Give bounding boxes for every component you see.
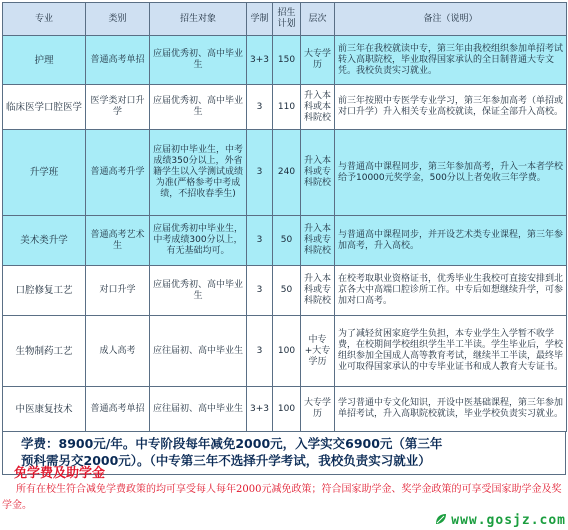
- cell-duration: 3: [247, 316, 273, 387]
- cell-major: 中医康复技术: [3, 387, 86, 432]
- cell-duration: 3: [247, 130, 273, 216]
- table-row: [3, 85, 567, 130]
- tuition-line-1: 学费：8900元/年。中专阶段每年减免2000元，入学实交6900元（第三年: [21, 436, 443, 451]
- cell-plan: 150: [273, 36, 301, 85]
- cell-target: 应届初中毕业生，中考成绩350分以上，外省籍学生以入学测试成绩为准(严格参考中考成绩，不招收春季生): [150, 130, 247, 216]
- cell-level: 升入本科或专科院校: [301, 130, 335, 216]
- cell-target: 应往届初、高中毕业生: [150, 316, 247, 387]
- cell-remark: 与普通高中课程同步，并开设艺术类专业课程，第三年参加高考，升入高校。: [335, 216, 567, 266]
- table-row: [3, 266, 567, 316]
- cell-duration: 3: [247, 216, 273, 266]
- cell-target: 应届优秀初中毕业生，中考成绩300分以上，有无基础均可。: [150, 216, 247, 266]
- cell-major: 生物制药工艺: [3, 316, 86, 387]
- header-target: 招生对象: [150, 3, 247, 36]
- cell-plan: 100: [273, 316, 301, 387]
- table-header-row: [3, 3, 567, 36]
- cell-level: 升入本科或专科院校: [301, 216, 335, 266]
- table-row: [3, 130, 567, 216]
- cell-remark: 前三年在我校就读中专，第三年由我校组织参加单招考试转入高职院校，毕业取得国家承认的全日制普通大专文凭。我校负责实习就业。: [335, 36, 567, 85]
- tuition-line-2: 预科需另交2000元）。（中专第三年不选择升学考试，我校负责实习就业）: [21, 453, 431, 468]
- cell-major: 口腔修复工艺: [3, 266, 86, 316]
- cell-level: 大专学历: [301, 387, 335, 432]
- table-row: [3, 216, 567, 266]
- header-duration: 学制: [247, 3, 273, 36]
- header-category: 类别: [86, 3, 150, 36]
- cell-major: 护理: [3, 36, 86, 85]
- cell-category: 普通高考艺术生: [86, 216, 150, 266]
- cell-target: 应届优秀初、高中毕业生: [150, 36, 247, 85]
- aid-text: 所有在校生符合减免学费政策的均可享受每人每年2000元减免政策；符合国家助学金、奖学金政策的可享受国家助学金及奖学金。: [2, 484, 562, 511]
- site-watermark: [434, 512, 566, 528]
- leaf-logo-icon: [434, 512, 448, 526]
- table-row: [3, 36, 567, 85]
- admissions-table: [2, 2, 567, 432]
- cell-remark: 在校考取职业资格证书，优秀毕业生我校可直接安排到北京各大中高端口腔诊所工作。中专后如想继续升学，可参加对口高考。: [335, 266, 567, 316]
- cell-major: 临床医学口腔医学: [3, 85, 86, 130]
- cell-duration: 3+3: [247, 387, 273, 432]
- aid-title: 免学费及助学金: [14, 466, 106, 481]
- cell-category: 普通高考升学: [86, 130, 150, 216]
- cell-level: 大专学历: [301, 36, 335, 85]
- watermark-text: www.gosjz.com: [451, 513, 566, 528]
- cell-level: 升入本科或专科院校: [301, 266, 335, 316]
- cell-duration: 3+3: [247, 36, 273, 85]
- cell-plan: 50: [273, 216, 301, 266]
- cell-target: 应届优秀初、高中毕业生: [150, 266, 247, 316]
- cell-target: 应往届初、高中毕业生: [150, 387, 247, 432]
- cell-major: 升学班: [3, 130, 86, 216]
- header-major: 专业: [3, 3, 86, 36]
- cell-major: 美术类升学: [3, 216, 86, 266]
- header-level: 层次: [301, 3, 335, 36]
- cell-plan: 100: [273, 387, 301, 432]
- cell-category: 医学类对口升学: [86, 85, 150, 130]
- header-plan: 招生计划: [273, 3, 301, 36]
- cell-plan: 110: [273, 85, 301, 130]
- cell-category: 对口升学: [86, 266, 150, 316]
- cell-target: 应届优秀初、高中毕业生: [150, 85, 247, 130]
- cell-level: 中专+大专学历: [301, 316, 335, 387]
- table-row: [3, 387, 567, 432]
- cell-duration: 3: [247, 85, 273, 130]
- cell-category: 普通高考单招: [86, 36, 150, 85]
- cell-remark: 学习普通中专文化知识，开设中医基础课程，第三年参加单招考试，升入高职院校就读，毕业学校负责实习就业。: [335, 387, 567, 432]
- table-row: [3, 316, 567, 387]
- cell-duration: 3: [247, 266, 273, 316]
- cell-remark: 与普通高中课程同步，第三年参加高考，升入一本者学校给予10000元奖学金，500分以上者免收三年学费。: [335, 130, 567, 216]
- header-remark: 备注（说明）: [335, 3, 567, 36]
- cell-plan: 50: [273, 266, 301, 316]
- cell-level: 升入本科或本科院校: [301, 85, 335, 130]
- cell-category: 普通高考单招: [86, 387, 150, 432]
- admissions-table-wrap: [2, 2, 566, 475]
- cell-remark: 为了减轻贫困家庭学生负担，本专业学生入学暂不收学费，在校期间学校组织学生半工半读。学生毕业后，学校组织参加全国成人高等教育考试，继续半工半读，最终毕业可取得国家承认的中专毕业证书和成人教育大专证书。: [335, 316, 567, 387]
- cell-plan: 240: [273, 130, 301, 216]
- cell-category: 成人高考: [86, 316, 150, 387]
- cell-remark: 前三年按照中专医学专业学习，第三年参加高考（单招或对口升学）升入相关专业高校就读，保证全部升入高校。: [335, 85, 567, 130]
